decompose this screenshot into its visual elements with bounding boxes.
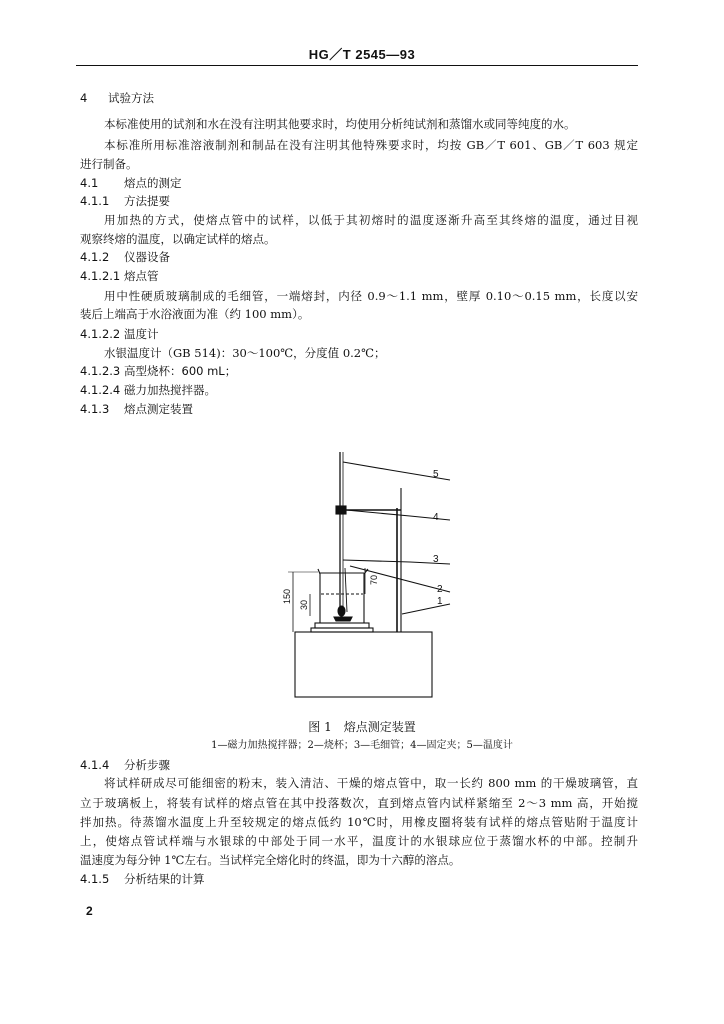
callout-5: 5 [433,469,439,480]
section-4-1-1-heading: 4.1.1 方法提要 [80,194,170,208]
leader-1 [402,604,450,614]
callout-2: 2 [437,584,443,595]
mercury-bulb [338,606,345,616]
paragraph-thermometer: 水银温度计（GB 514)：30～100℃，分度值 0.2℃； [104,346,386,360]
callout-3: 3 [433,554,439,565]
dim-30: 30 [299,599,309,610]
callout-1: 1 [437,596,443,607]
section-4-heading: 4 试验方法 [80,91,154,105]
paragraph-standards-line2: 进行制备。 [80,157,138,171]
paragraph-procedure-line2: 立于玻璃板上，将装有试样的熔点管在其中投落数次，直到熔点管内试样紧缩至 2～3 mm 高，开始搅 [80,796,638,810]
section-4-1-4-heading: 4.1.4 分析步骤 [80,758,170,772]
magnetic-stirrer-base [295,632,432,697]
section-4-1-2-2-heading: 4.1.2.2 温度计 [80,327,159,341]
section-4-1-heading: 4.1 熔点的测定 [80,176,182,190]
paragraph-capillary-line1: 用中性硬质玻璃制成的毛细管，一端熔封，内径 0.9～1.1 mm，壁厚 0.10～0.15 mm，长度以安 [104,289,638,303]
section-4-1-3-heading: 4.1.3 熔点测定装置 [80,402,193,416]
section-4-1-2-4-heading: 4.1.2.4 磁力加热搅拌器。 [80,383,216,397]
section-4-1-2-1-heading: 4.1.2.1 熔点管 [80,269,159,283]
page-number: 2 [86,904,93,918]
figure-legend: 1—磁力加热搅拌器；2—烧杯；3—毛细管；4—固定夹；5—温度计 [211,740,513,751]
paragraph-procedure-line4: 上，使熔点管试样端与水银球的中部处于同一水平，温度计的水银球应位于蒸馏水杯的中部。控制升 [80,834,638,848]
paragraph-procedure-line5: 温速度为每分钟 1℃左右。当试样完全熔化时的终温，即为十六醇的溶点。 [80,853,461,867]
paragraph-procedure-line3: 拌加热。待蒸馏水温度上升至较规定的熔点低约 10℃时，用橡皮圈将装有试样的熔点管贴附于温度计 [80,815,638,829]
section-4-1-2-3-heading: 4.1.2.3 高型烧杯：600 mL； [80,364,237,378]
capillary-tube [345,568,347,612]
paragraph-principle-line2: 观察终熔的温度，以确定试样的熔点。 [80,232,276,246]
figure-caption: 图 1 熔点测定装置 [308,720,416,734]
running-header: HG／T 2545—93 [308,47,416,62]
paragraph-procedure-line1: 将试样研成尽可能细密的粉末，装入清洁、干燥的熔点管中，取一长约 800 mm 的干燥玻璃管，直 [104,776,638,790]
callout-4: 4 [433,512,439,523]
paragraph-capillary-line2: 装后上端高于水浴液面为准（约 100 mm）。 [80,307,310,321]
paragraph-reagents: 本标准使用的试剂和水在没有注明其他要求时，均使用分析纯试剂和蒸馏水或同等纯度的水。 [104,117,576,131]
paragraph-standards-line1: 本标准所用标准溶液制剂和制品在没有注明其他特殊要求时，均按 GB／T 601、GB／T 603 规定 [104,138,638,152]
paragraph-principle-line1: 用加热的方式，使熔点管中的试样，以低于其初熔时的温度逐渐升高至其终熔的温度，通过目视 [104,213,638,227]
section-4-1-2-heading: 4.1.2 仪器设备 [80,250,170,264]
section-4-1-5-heading: 4.1.5 分析结果的计算 [80,872,205,886]
dim-150: 150 [282,588,292,604]
dim-70: 70 [369,574,379,585]
